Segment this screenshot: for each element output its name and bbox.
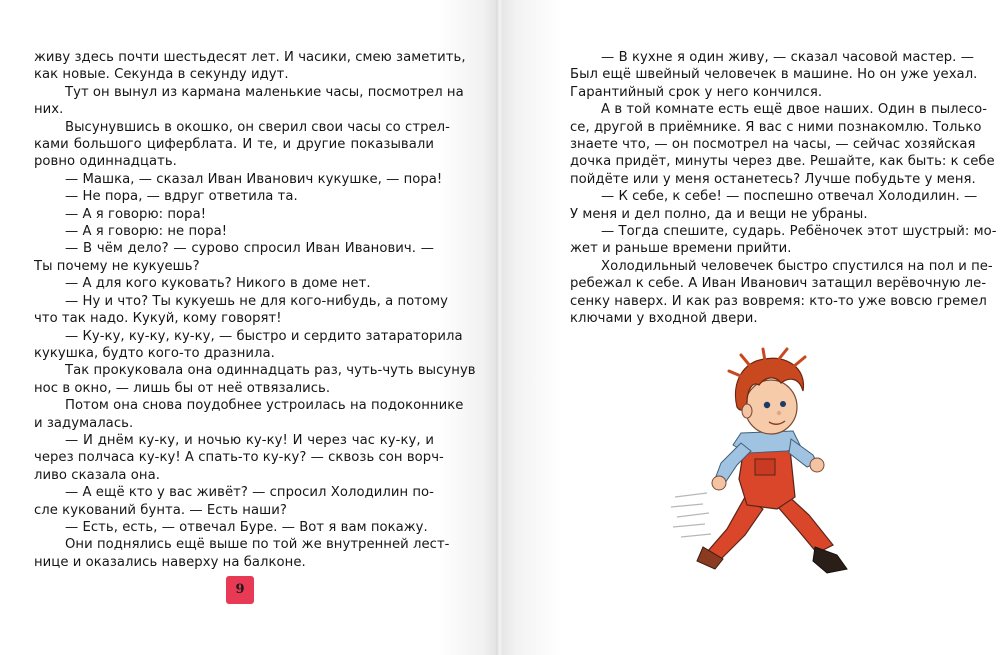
text-line: Был ещё швейный человечек в машине. Но он уже уехал. — [570, 67, 978, 83]
text-line: — Ну и что? Ты кукуешь не для кого-нибудь, а потому — [65, 293, 448, 309]
front-fist — [810, 458, 824, 472]
text-line: Тут он вынул из кармана маленькие часы, посмотрел на — [65, 84, 464, 100]
text-line: — Машка, — сказал Иван Иванович кукушке, — пора! — [65, 171, 443, 187]
left-eye — [764, 402, 770, 408]
text-line: жет и раньше времени прийти. — [570, 241, 792, 257]
text-line: — И днём ку-ку, и ночью ку-ку! И через час ку-ку, и — [65, 432, 434, 448]
text-line: — А я говорю: пора! — [65, 206, 207, 222]
text-line: нице и оказались наверху на балконе. — [34, 554, 306, 570]
text-line: как новые. Секунда в секунду идут. — [34, 67, 289, 83]
text-line: Потом она снова поудобнее устроилась на подоконнике — [65, 398, 464, 414]
text-line: — Тогда спешите, сударь. Ребёночек этот шустрый: мо- — [601, 224, 997, 240]
text-line: Высунувшись в окошко, он сверил свои часы со стрел- — [65, 119, 450, 135]
text-line: ключами у входной двери. — [570, 311, 758, 327]
text-line: дочка придёт, минуты через две. Решайте, как быть: к себе — [570, 154, 995, 170]
text-line: Ты почему не кукуешь? — [34, 258, 200, 274]
page-number-badge: 9 — [226, 576, 254, 604]
front-boot — [813, 547, 847, 573]
right-eye — [780, 401, 786, 407]
face — [745, 380, 797, 434]
motion-lines — [671, 493, 711, 537]
left-page-text — [34, 49, 476, 571]
text-line: — В кухне я один живу, — сказал часовой мастер. — — [601, 50, 974, 65]
text-line: ливо сказала она. — [34, 467, 160, 483]
right-page — [502, 0, 1000, 655]
text-line: ками большого циферблата. И те, и другие показывали — [34, 137, 434, 153]
text-line: — В чём дело? — сурово спросил Иван Иванович. — — [65, 241, 434, 257]
text-line: — А для кого куковать? Никого в доме нет. — [65, 276, 371, 292]
text-line: них. — [34, 102, 64, 118]
back-fist — [712, 476, 726, 490]
text-line: знаете что, — он посмотрел на часы, — сейчас хозяйская — [570, 137, 976, 153]
text-line: — А ещё кто у вас живёт? — спросил Холодилин по- — [65, 485, 434, 501]
text-line: нос в окно, — лишь бы от неё отвязались. — [34, 380, 331, 396]
text-line: ребежал к себе. А Иван Иванович затащил верёвочную ле- — [570, 276, 987, 292]
text-line: Они поднялись ещё выше по той же внутренней лест- — [65, 537, 450, 553]
text-line: ровно одиннадцать. — [34, 154, 177, 170]
text-line: Так прокуковала она одиннадцать раз, чуть-чуть высунув — [65, 363, 476, 379]
text-line: и задумалась. — [34, 415, 134, 431]
running-boy-illustration — [667, 347, 877, 583]
text-line: — Ку-ку, ку-ку, ку-ку, — быстро и сердито затараторила — [65, 328, 463, 344]
text-line: пойдёте или у меня останетесь? Лучше побудьте у меня. — [570, 171, 976, 187]
text-line: — А я говорю: не пора! — [65, 224, 228, 240]
text-line: се, другой в приёмнике. Я вас с ними познакомлю. Только — [570, 119, 982, 135]
ear — [742, 404, 752, 418]
text-line: что так надо. Кукуй, кому говорят! — [34, 311, 282, 327]
text-line: — Есть, есть, — отвечал Буре. — Вот я вам покажу. — [65, 519, 428, 535]
text-line: сенку наверх. И как раз вовремя: кто-то уже вовсю гремел — [570, 293, 987, 309]
text-line: А в той комнате есть ещё двое наших. Один в пылесо- — [601, 102, 988, 118]
text-line: через полчаса ку-ку! А спать-то ку-ку? — сквозь сон ворч- — [34, 450, 444, 466]
overalls-pocket — [755, 459, 775, 475]
nose — [777, 411, 781, 415]
right-page-text — [570, 49, 997, 328]
text-line: Гарантийный срок у него кончился. — [570, 84, 823, 100]
text-line: живу здесь почти шестьдесят лет. И часики, смею заметить, — [34, 50, 466, 65]
text-line: У меня и дел полно, да и вещи не убраны. — [570, 206, 868, 222]
text-line: — К себе, к себе! — поспешно отвечал Холодилин. — — [601, 189, 978, 205]
text-line: кукушка, будто кого-то дразнила. — [34, 345, 275, 361]
text-line: — Не пора, — вдруг ответила та. — [65, 189, 298, 205]
left-page — [0, 0, 498, 655]
text-line: сле кукований бунта. — Есть наши? — [34, 502, 287, 518]
text-line: Холодильный человечек быстро спустился на пол и пе- — [601, 258, 993, 274]
